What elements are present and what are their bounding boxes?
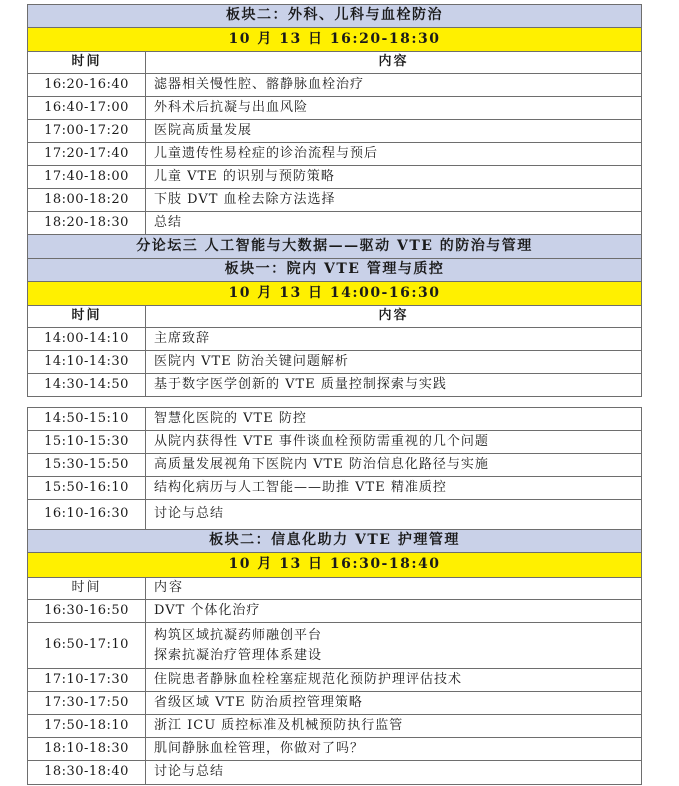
table-row <box>28 74 642 97</box>
table-row <box>28 738 642 761</box>
time-cell: 16:30-16:50 <box>28 600 146 623</box>
content-cell: 讨论与总结 <box>146 500 642 530</box>
date-time-bar: 10 月 13 日 14:00-16:30 <box>28 282 642 306</box>
content-cell: 总结 <box>146 212 642 235</box>
column-header-content: 内容 <box>146 306 642 328</box>
time-cell: 14:10-14:30 <box>28 351 146 374</box>
section-title-in-hospital-vte: 板块一：院内 VTE 管理与质控 <box>28 259 642 282</box>
content-cell: 主席致辞 <box>146 328 642 351</box>
table-row <box>28 669 642 692</box>
content-cell: 住院患者静脉血栓栓塞症规范化预防护理评估技术 <box>146 669 642 692</box>
table-row <box>28 408 642 431</box>
time-cell: 17:30-17:50 <box>28 692 146 715</box>
table-row <box>28 143 642 166</box>
content-cell: 医院内 VTE 防治关键问题解析 <box>146 351 642 374</box>
column-header-content: 内容 <box>146 52 642 74</box>
time-cell: 16:40-17:00 <box>28 97 146 120</box>
table-row <box>28 761 642 785</box>
date-time-bar: 10 月 13 日 16:30-18:40 <box>28 553 642 578</box>
content-cell: 结构化病历与人工智能——助推 VTE 精准质控 <box>146 477 642 500</box>
time-cell: 15:10-15:30 <box>28 431 146 454</box>
time-cell: 15:30-15:50 <box>28 454 146 477</box>
content-cell: 高质量发展视角下医院内 VTE 防治信息化路径与实施 <box>146 454 642 477</box>
time-cell: 18:30-18:40 <box>28 761 146 785</box>
forum-title: 分论坛三 人工智能与大数据——驱动 VTE 的防治与管理 <box>28 235 642 259</box>
schedule-table-top <box>27 4 642 397</box>
column-header-time: 时间 <box>28 52 146 74</box>
content-cell: 浙江 ICU 质控标准及机械预防执行监管 <box>146 715 642 738</box>
content-cell: 讨论与总结 <box>146 761 642 785</box>
table-row <box>28 477 642 500</box>
table-row <box>28 623 642 669</box>
time-cell: 17:40-18:00 <box>28 166 146 189</box>
content-line: 探索抗凝治疗管理体系建设 <box>154 647 323 663</box>
content-cell: 省级区域 VTE 防治质控管理策略 <box>146 692 642 715</box>
time-cell: 16:50-17:10 <box>28 623 146 669</box>
table-row <box>28 166 642 189</box>
table-row <box>28 97 642 120</box>
content-cell: 医院高质量发展 <box>146 120 642 143</box>
time-cell: 17:50-18:10 <box>28 715 146 738</box>
content-cell: 外科术后抗凝与出血风险 <box>146 97 642 120</box>
table-row <box>28 431 642 454</box>
section-title-surgery-pediatrics: 板块二：外科、儿科与血栓防治 <box>28 5 642 28</box>
table-row <box>28 500 642 530</box>
column-header-time: 时间 <box>28 306 146 328</box>
content-cell: 滤器相关慢性腔、髂静脉血栓治疗 <box>146 74 642 97</box>
table-row <box>28 212 642 235</box>
content-cell: 儿童 VTE 的识别与预防策略 <box>146 166 642 189</box>
time-cell: 16:10-16:30 <box>28 500 146 530</box>
time-cell: 14:00-14:10 <box>28 328 146 351</box>
table-row <box>28 715 642 738</box>
table-row <box>28 692 642 715</box>
time-cell: 14:50-15:10 <box>28 408 146 431</box>
time-cell: 18:20-18:30 <box>28 212 146 235</box>
table-row <box>28 600 642 623</box>
table-row <box>28 189 642 212</box>
time-cell: 17:00-17:20 <box>28 120 146 143</box>
content-cell: 从院内获得性 VTE 事件谈血栓预防需重视的几个问题 <box>146 431 642 454</box>
section-title-nursing-management: 板块二：信息化助力 VTE 护理管理 <box>28 530 642 553</box>
content-cell: 基于数字医学创新的 VTE 质量控制探索与实践 <box>146 374 642 397</box>
content-cell: 儿童遗传性易栓症的诊治流程与预后 <box>146 143 642 166</box>
content-cell: 下肢 DVT 血栓去除方法选择 <box>146 189 642 212</box>
schedule-table-bottom <box>27 407 642 785</box>
time-cell: 14:30-14:50 <box>28 374 146 397</box>
table-row <box>28 328 642 351</box>
content-cell: 肌间静脉血栓管理，你做对了吗？ <box>146 738 642 761</box>
time-cell: 16:20-16:40 <box>28 74 146 97</box>
time-cell: 17:20-17:40 <box>28 143 146 166</box>
time-cell: 18:00-18:20 <box>28 189 146 212</box>
content-cell: DVT 个体化治疗 <box>146 600 642 623</box>
content-cell: 智慧化医院的 VTE 防控 <box>146 408 642 431</box>
date-time-bar: 10 月 13 日 16:20-18:30 <box>28 28 642 52</box>
table-row <box>28 454 642 477</box>
time-cell: 15:50-16:10 <box>28 477 146 500</box>
table-row <box>28 351 642 374</box>
content-line: 构筑区域抗凝药师融创平台 <box>154 627 323 643</box>
column-header-content: 内容 <box>146 578 642 600</box>
table-row <box>28 120 642 143</box>
content-cell <box>146 623 642 669</box>
time-cell: 17:10-17:30 <box>28 669 146 692</box>
column-header-time: 时间 <box>28 578 146 600</box>
table-row <box>28 374 642 397</box>
time-cell: 18:10-18:30 <box>28 738 146 761</box>
